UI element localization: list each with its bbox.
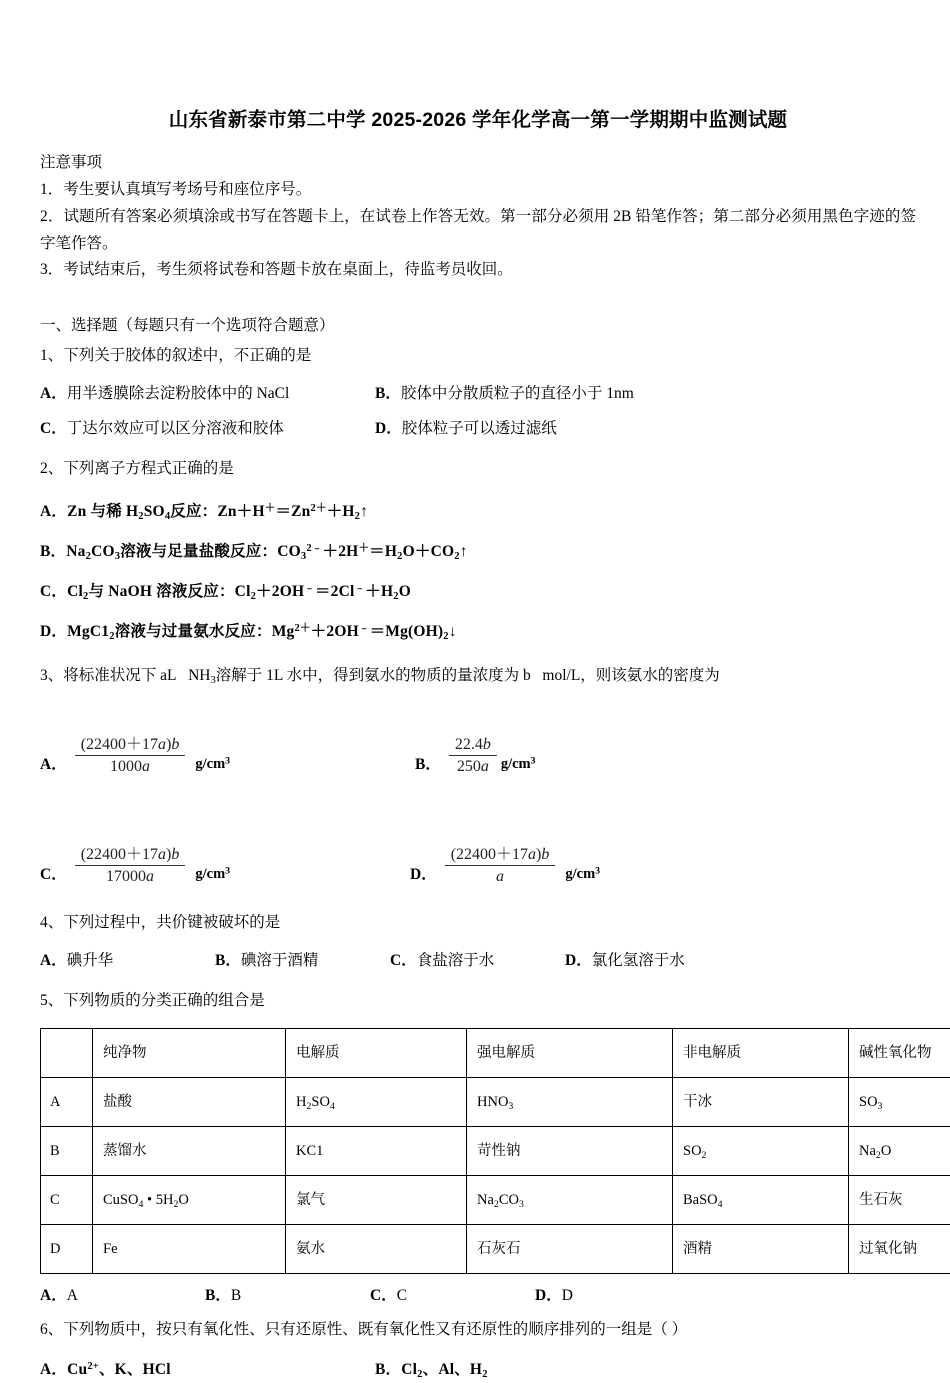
option-text: $MgC1_2$溶液与过量氨水反应：$Mg^{2+}+2OH^﹣=Mg(OH)_2↓$: [67, 623, 457, 640]
option-text: A: [67, 1287, 78, 1304]
fraction-denominator: 17000a: [75, 866, 186, 886]
question-2-option-b[interactable]: [40, 540, 468, 565]
question-6-option-a[interactable]: [40, 1358, 171, 1383]
question-3-options-row-2: [40, 814, 916, 896]
cell-strong-electrolyte: $Na_2CO_3$: [467, 1176, 673, 1225]
question-3-option-b[interactable]: [415, 736, 536, 776]
question-3-option-d[interactable]: [410, 841, 600, 886]
cell-non-electrolyte: 酒精: [673, 1225, 849, 1274]
question-3-stem: 3、将标准状况下 aL $NH_3$溶解于 1L 水中，得到氨水的物质的量浓度为 b mol/L，则该氨水的密度为: [40, 663, 916, 688]
option-label: A．: [40, 1361, 67, 1378]
question-6-options-row: [40, 1358, 916, 1379]
question-5-answer-d[interactable]: [535, 1284, 573, 1309]
question-4-option-b[interactable]: [215, 949, 318, 974]
cell-electrolyte: 氯气: [286, 1176, 467, 1225]
table-header-row: [41, 1029, 950, 1078]
notice-line-1: 1．考生要认真填写考场号和座位序号。: [40, 177, 916, 204]
header-cell-electrolyte: 电解质: [286, 1029, 467, 1078]
question-4-stem: 4、下列过程中，共价键被破坏的是: [40, 910, 916, 935]
question-1-options-row-2: [40, 417, 916, 438]
question-1-option-a[interactable]: [40, 382, 289, 407]
row-index: C: [41, 1176, 93, 1225]
option-label: B．: [205, 1287, 231, 1304]
unit-label: $g/cm^3$: [565, 866, 600, 886]
option-label: A．: [40, 952, 67, 969]
option-text: Zn 与稀 $H_2SO_4$反应：$Zn+H^+=Zn^{2+}+H_2↑$: [67, 503, 368, 520]
page-content: [40, 108, 916, 1379]
option-text: B: [231, 1287, 241, 1304]
cell-electrolyte: KC1: [286, 1127, 467, 1176]
cell-basic-oxide: 生石灰: [849, 1176, 950, 1225]
question-2-option-d[interactable]: [40, 620, 457, 645]
header-cell-strong-electrolyte: 强电解质: [467, 1029, 673, 1078]
notice-line-2: 2．试题所有答案必须填涂或书写在答题卡上，在试卷上作答无效。第一部分必须用 2B 铅笔作答；第二部分必须用黑色字迹的签字笔作答。: [40, 204, 916, 257]
question-2-option-a-row: [40, 500, 916, 521]
option-label: C．: [40, 420, 67, 437]
option-label: C．: [370, 1287, 397, 1304]
question-3-options-row-1: [40, 704, 916, 786]
unit-label: $g/cm^3$: [195, 756, 230, 776]
question-4-option-c[interactable]: [390, 949, 494, 974]
fraction: [445, 841, 556, 886]
option-label: D．: [410, 862, 437, 886]
fraction-denominator: 250a: [449, 756, 497, 776]
question-4-option-a[interactable]: [40, 949, 113, 974]
question-4-option-d[interactable]: [565, 949, 685, 974]
question-1-option-c[interactable]: [40, 417, 284, 442]
option-label: A．: [40, 1287, 67, 1304]
option-text: $Cl_2$与 NaOH 溶液反应：$Cl_2+2OH^﹣=2Cl^﹣+H_2O$: [67, 583, 411, 600]
table-row: [41, 1127, 950, 1176]
option-label: C．: [40, 583, 67, 600]
question-5-answer-a[interactable]: [40, 1284, 78, 1309]
header-cell-non-electrolyte: 非电解质: [673, 1029, 849, 1078]
question-3-option-c[interactable]: [40, 841, 230, 886]
question-5-stem: 5、下列物质的分类正确的组合是: [40, 988, 916, 1013]
question-2-option-a[interactable]: [40, 500, 368, 525]
option-label: B．: [375, 1361, 401, 1378]
option-text: 胶体中分散质粒子的直径小于 1nm: [401, 385, 634, 402]
option-text: $Cl_2$、Al、$H_2$: [401, 1361, 487, 1378]
question-5-answer-c[interactable]: [370, 1284, 407, 1309]
fraction-denominator: 1000a: [75, 756, 186, 776]
fraction-denominator: a: [445, 866, 556, 886]
fraction-numerator: (22400＋17a)b: [445, 841, 556, 866]
fraction-numerator: (22400＋17a)b: [75, 731, 186, 756]
section-heading: 一、选择题（每题只有一个选项符合题意）: [40, 314, 916, 339]
table-row: [41, 1078, 950, 1127]
option-label: D．: [40, 623, 67, 640]
cell-pure-substance: 盐酸: [93, 1078, 286, 1127]
option-label: A．: [40, 503, 67, 520]
fraction: [75, 841, 186, 886]
unit-label: $g/cm^3$: [195, 866, 230, 886]
question-2-option-d-row: [40, 620, 916, 641]
cell-pure-substance: CuSO$_4$ • $5H_2O$: [93, 1176, 286, 1225]
classification-table: [40, 1028, 950, 1274]
option-label: A．: [40, 385, 67, 402]
option-label: B．: [375, 385, 401, 402]
option-text: 用半透膜除去淀粉胶体中的 NaCl: [67, 385, 290, 402]
question-6-option-b[interactable]: [375, 1358, 488, 1383]
header-cell-basic-oxide: 碱性氧化物: [849, 1029, 950, 1078]
option-text: $Na_2CO_3$溶液与足量盐酸反应：$CO_3^{2﹣}+2H^+=H_2O+CO_2↑$: [66, 543, 467, 560]
question-2-option-b-row: [40, 540, 916, 561]
cell-basic-oxide: $SO_3$: [849, 1078, 950, 1127]
option-label: C．: [40, 862, 67, 886]
table-row: [41, 1176, 950, 1225]
option-text: 碘溶于酒精: [241, 952, 319, 969]
option-text: 氯化氢溶于水: [592, 952, 685, 969]
fraction-numerator: 22.4b: [449, 736, 497, 756]
option-label: D．: [565, 952, 592, 969]
row-index: A: [41, 1078, 93, 1127]
option-label: C．: [390, 952, 417, 969]
cell-strong-electrolyte: 石灰石: [467, 1225, 673, 1274]
option-text: 丁达尔效应可以区分溶液和胶体: [67, 420, 284, 437]
cell-electrolyte: 氨水: [286, 1225, 467, 1274]
cell-electrolyte: $H_2SO_4$: [286, 1078, 467, 1127]
cell-pure-substance: 蒸馏水: [93, 1127, 286, 1176]
option-label: B．: [415, 752, 441, 776]
option-text: C: [397, 1287, 407, 1304]
classification-table-wrapper: [40, 1028, 916, 1274]
fraction-numerator: (22400＋17a)b: [75, 841, 186, 866]
question-2-option-c[interactable]: [40, 580, 411, 605]
row-index: B: [41, 1127, 93, 1176]
option-label: D．: [375, 420, 402, 437]
option-text: 碘升华: [67, 952, 114, 969]
option-text: 胶体粒子可以透过滤纸: [402, 420, 557, 437]
question-1-option-b[interactable]: [375, 382, 634, 407]
option-text: 食盐溶于水: [417, 952, 495, 969]
unit-label: $g/cm^3$: [501, 756, 536, 776]
header-cell-index: [41, 1029, 93, 1078]
question-3-option-a[interactable]: [40, 731, 230, 776]
question-5-answer-b[interactable]: [205, 1284, 241, 1309]
question-4-options-row: [40, 949, 916, 970]
cell-basic-oxide: $Na_2O$: [849, 1127, 950, 1176]
cell-pure-substance: Fe: [93, 1225, 286, 1274]
question-2-option-c-row: [40, 580, 916, 601]
option-text: $Cu^{2+}$、K、HCl: [67, 1361, 171, 1378]
notice-block: [40, 151, 916, 284]
notice-line-3: 3．考试结束后，考生须将试卷和答题卡放在桌面上，待监考员收回。: [40, 257, 916, 284]
question-5-answers-row: [40, 1284, 916, 1305]
cell-basic-oxide: 过氧化钠: [849, 1225, 950, 1274]
fraction: [75, 731, 186, 776]
question-1-stem: 1、下列关于胶体的叙述中，不正确的是: [40, 343, 916, 368]
cell-non-electrolyte: BaSO$_4$: [673, 1176, 849, 1225]
notice-heading: 注意事项: [40, 151, 916, 175]
cell-strong-electrolyte: $HNO_3$: [467, 1078, 673, 1127]
cell-strong-electrolyte: 苛性钠: [467, 1127, 673, 1176]
cell-non-electrolyte: $SO_2$: [673, 1127, 849, 1176]
option-label: B．: [40, 543, 66, 560]
option-label: D．: [535, 1287, 562, 1304]
option-label: A．: [40, 752, 67, 776]
row-index: D: [41, 1225, 93, 1274]
cell-non-electrolyte: 干冰: [673, 1078, 849, 1127]
question-1-option-d[interactable]: [375, 417, 557, 442]
question-6-stem: 6、下列物质中，按只有氧化性、只有还原性、既有氧化性又有还原性的顺序排列的一组是（ ）: [40, 1317, 916, 1342]
option-text: D: [562, 1287, 573, 1304]
fraction: [449, 736, 497, 776]
option-label: B．: [215, 952, 241, 969]
table-row: [41, 1225, 950, 1274]
page-title: 山东省新泰市第二中学 2025-2026 学年化学高一第一学期期中监测试题: [40, 108, 916, 133]
header-cell-pure-substance: 纯净物: [93, 1029, 286, 1078]
question-1-options-row-1: [40, 382, 916, 403]
question-2-stem: 2、下列离子方程式正确的是: [40, 456, 916, 481]
